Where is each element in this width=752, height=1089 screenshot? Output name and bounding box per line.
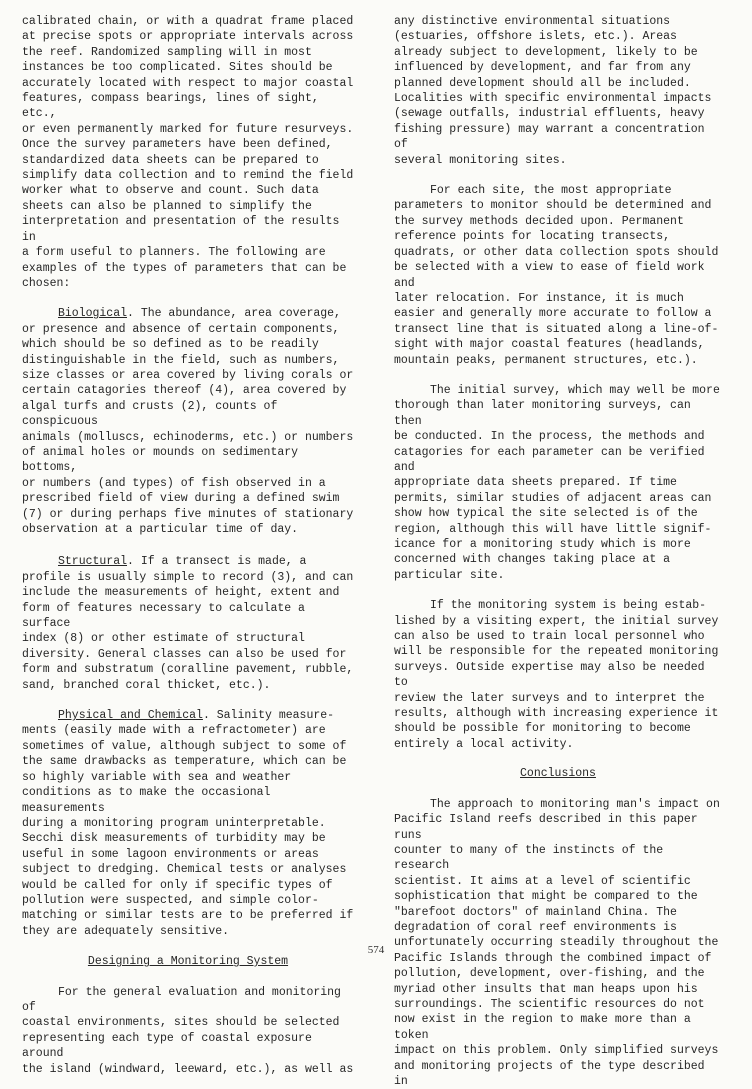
initial-survey-paragraph: The initial survey, which may well be more thorough than later monitoring surveys, can then be conducted. In the process, the methods and catagories for each parameter can be verified and appropriate data sheets prepared. If time permits, similar studies of adjacent areas can show how typical the site selected is of the region, although this will have little signif- icance for a monitoring study which is more concerned with changes taking place at a particular site. xyxy=(394,383,720,582)
biological-label: Biological xyxy=(58,307,128,321)
biological-paragraph xyxy=(22,306,354,537)
physical-chemical-text: . Salinity measure- ments (easily made with a refractometer) are sometimes of value, although subject to some of the same drawbacks as temperature, which can be so highly variable with sea and weather conditions as to make the occasional measurements during a monitoring program uninterpretable. Secchi disk measurements of turbidity may be useful in some lagoon environments or areas subject to dredging. Chemical tests or analyses would be called for only if specific types of pollution were suspected, and simple color- matching or similar tests are to be preferred if they are adequately sensitive. xyxy=(22,709,354,938)
conclusions-paragraph: The approach to monitoring man's impact on Pacific Island reefs described in this paper runs counter to many of the instincts of the research scientist. It aims at a level of scientific sophistication that might be compared to the "barefoot doctors" of mainland China. The degradation of coral reef environments is unfortunately occurring steadily throughout the Pacific Islands through the combined impact of pollution, development, over-fishing, and the myriad other insults that man heaps upon his surroundings. The scientific resources do not now exist in the region to make more than a token impact on this problem. Only simplified surveys and monitoring projects of the type described in xyxy=(394,797,720,1088)
structural-label: Structural xyxy=(58,555,128,569)
physical-chemical-paragraph xyxy=(22,708,354,939)
site-parameters-paragraph: For each site, the most appropriate parameters to monitor should be determined and the survey methods decided upon. Permanent reference points for locating transects, quadrats, or other data collection spots should be selected with a view to ease of field work and later relocation. For instance, it is much easier and generally more accurate to follow a transect line that is situated along a line-of- sight with major coastal features (headlands, mountain peaks, permanent structures, etc.). xyxy=(394,184,719,367)
intro-paragraph: calibrated chain, or with a quadrat frame placed at precise spots or appropriate intervals across the reef. Randomized sampling will in most instances be too complicated. Sites should be accurately located with respect to major coastal features, compass bearings, lines of sight, etc., or even permanently marked for future resurveys. Once the survey parameters have been defined, standardized data sheets can be prepared to simplify data collection and to remind the field worker what to observe and count. Such data sheets can also be planned to simplify the interpretation and presentation of the results in a form useful to planners. The following are examples of the types of parameters that can be chosen: xyxy=(22,15,354,290)
physical-chemical-label: Physical and Chemical xyxy=(58,709,203,723)
page-number: 574 xyxy=(367,944,385,956)
left-column xyxy=(22,14,354,1077)
continuation-paragraph: any distinctive environmental situations (estuaries, offshore islets, etc.). Areas already subject to development, likely to be influenced by development, and far from any planned development should all be included. Localities with specific environmental impacts (sewage outfalls, industrial effluents, heavy fishing pressure) may warrant a concentration of several monitoring sites. xyxy=(394,15,712,167)
conclusions-heading: Conclusions xyxy=(520,767,596,781)
biological-text: . The abundance, area coverage, or presence and absence of certain components, which should be so defined as to be readily distinguishable in the field, such as numbers, size classes or area covered by living corals or certain catagories thereof (4), area covered by algal turfs and crusts (2), counts of conspicuous animals (molluscs, echinoderms, etc.) or numbers of animal holes or mounds on sedimentary bottoms, or numbers (and types) of fish observed in a prescribed field of view during a defined swim (7) or during perhaps five minutes of stationary observation at a particular time of day. xyxy=(22,307,354,536)
right-column xyxy=(394,14,722,1089)
designing-heading: Designing a Monitoring System xyxy=(87,955,289,969)
structural-text: . If a transect is made, a profile is usually simple to record (3), and can include the measurements of height, extent and form of features necessary to calculate a surface index (8) or other estimate of structural diversity. General classes can also be used for form and substratum (coralline pavement, rubble, sand, branched coral thicket, etc.). xyxy=(22,555,354,692)
designing-paragraph: For the general evaluation and monitoring of coastal environments, sites should be selected representing each type of coastal exposure around the island (windward, leeward, etc.), as well as xyxy=(22,985,354,1076)
structural-paragraph xyxy=(22,554,354,693)
visiting-expert-paragraph: If the monitoring system is being estab- lished by a visiting expert, the initial survey can also be used to train local personnel who will be responsible for the repeated monitoring surveys. Outside expertise may also be needed to review the later surveys and to interpret the results, although with increasing experience it should be possible for monitoring to become entirely a local activity. xyxy=(394,599,719,751)
